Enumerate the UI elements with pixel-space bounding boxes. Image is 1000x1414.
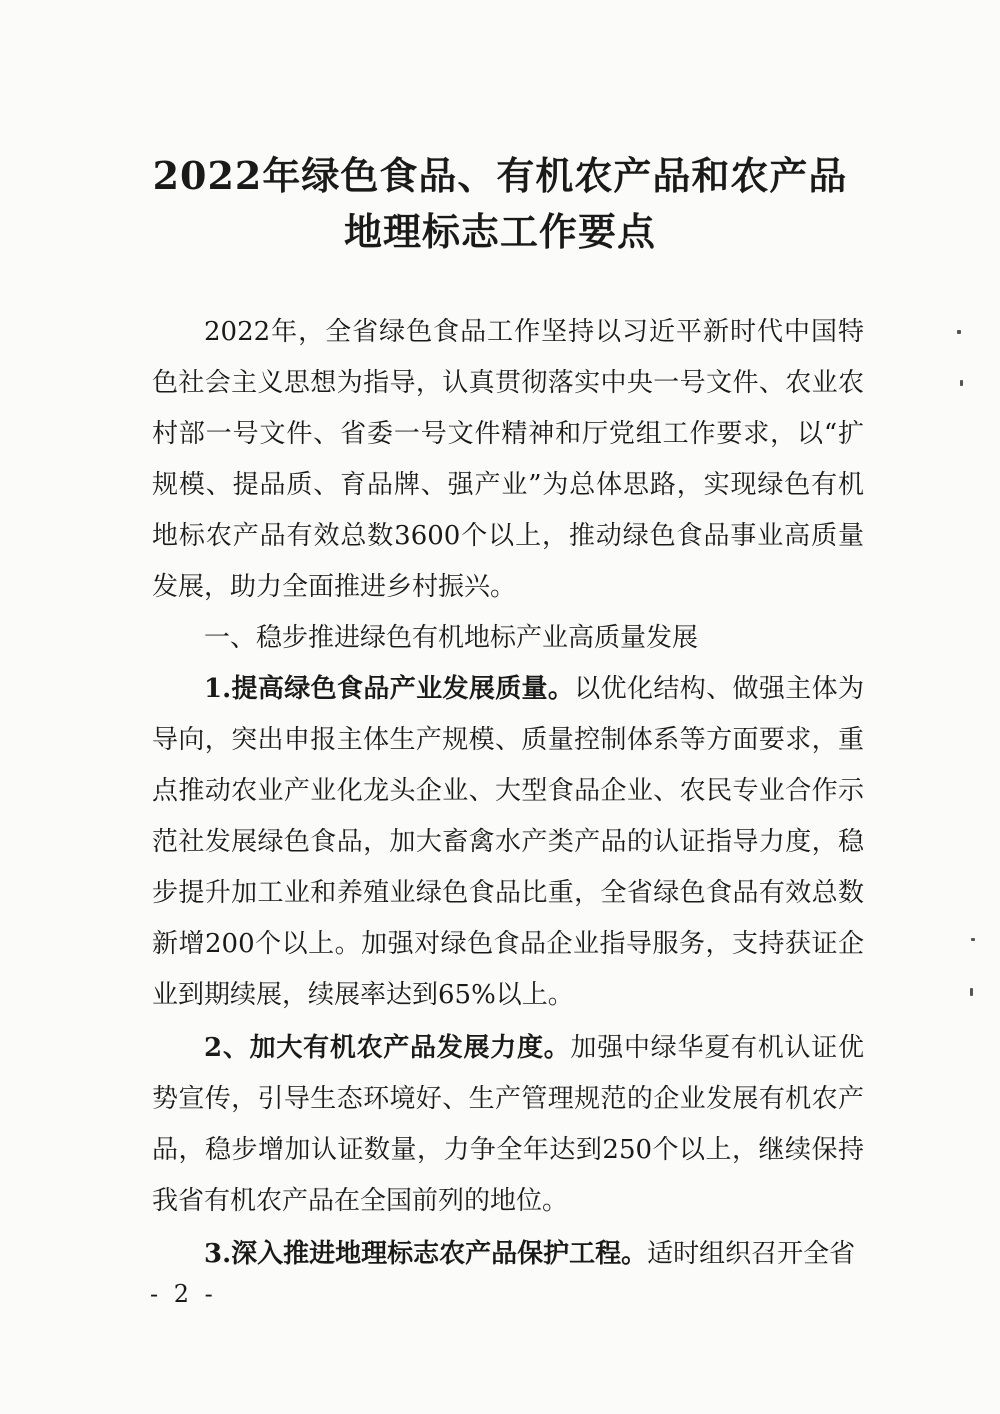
document-title: [0, 148, 1000, 260]
item-1-text: 以优化结构、做强主体为导向，突出申报主体生产规模、质量控制体系等方面要求，重点推动农业产业化龙头企业、大型食品企业、农民专业合作示范社发展绿色食品，加大畜禽水产类产品的认证指导力度，稳步提升加工业和养殖业绿色食品比重，全省绿色食品有效总数新增200个以上。加强对绿色食品企业指导服务，支持获证企业到期续展，续展率达到65%以上。: [152, 674, 864, 1010]
scan-speck: [957, 330, 961, 334]
scan-speck: [970, 988, 973, 996]
scan-speck: [960, 380, 963, 386]
intro-paragraph: 2022年，全省绿色食品工作坚持以习近平新时代中国特色社会主义思想为指导，认真贯彻落实中央一号文件、农业农村部一号文件、省委一号文件精神和厅党组工作要求，以“扩规模、提品质、育品牌、强产业”为总体思路，实现绿色有机地标农产品有效总数3600个以上，推动绿色食品事业高质量发展，助力全面推进乡村振兴。: [152, 317, 864, 602]
item-3-paragraph: [152, 1229, 864, 1280]
scan-speck: [971, 938, 975, 941]
item-1-lead: 1.提高绿色食品产业发展质量。: [204, 674, 575, 704]
item-2-text: 加强中绿华夏有机认证优势宣传，引导生态环境好、生产管理规范的企业发展有机农产品，稳步增加认证数量，力争全年达到250个以上，继续保持我省有机农产品在全国前列的地位。: [152, 1033, 864, 1216]
title-line-1: 2022年绿色食品、有机农产品和农产品: [152, 153, 848, 198]
page-number: - 2 -: [150, 1280, 217, 1308]
item-3-lead: 3.深入推进地理标志农产品保护工程。: [204, 1239, 648, 1269]
item-1-paragraph: [152, 664, 864, 1021]
item-2-paragraph: [152, 1023, 864, 1227]
item-3-text: 适时组织召开全省: [647, 1239, 856, 1269]
title-line-2: 地理标志工作要点: [343, 209, 656, 254]
item-2-lead: 2、加大有机农产品发展力度。: [204, 1033, 571, 1063]
section-1-heading: 一、稳步推进绿色有机地标产业高质量发展: [204, 623, 699, 653]
document-body: [152, 307, 864, 1280]
